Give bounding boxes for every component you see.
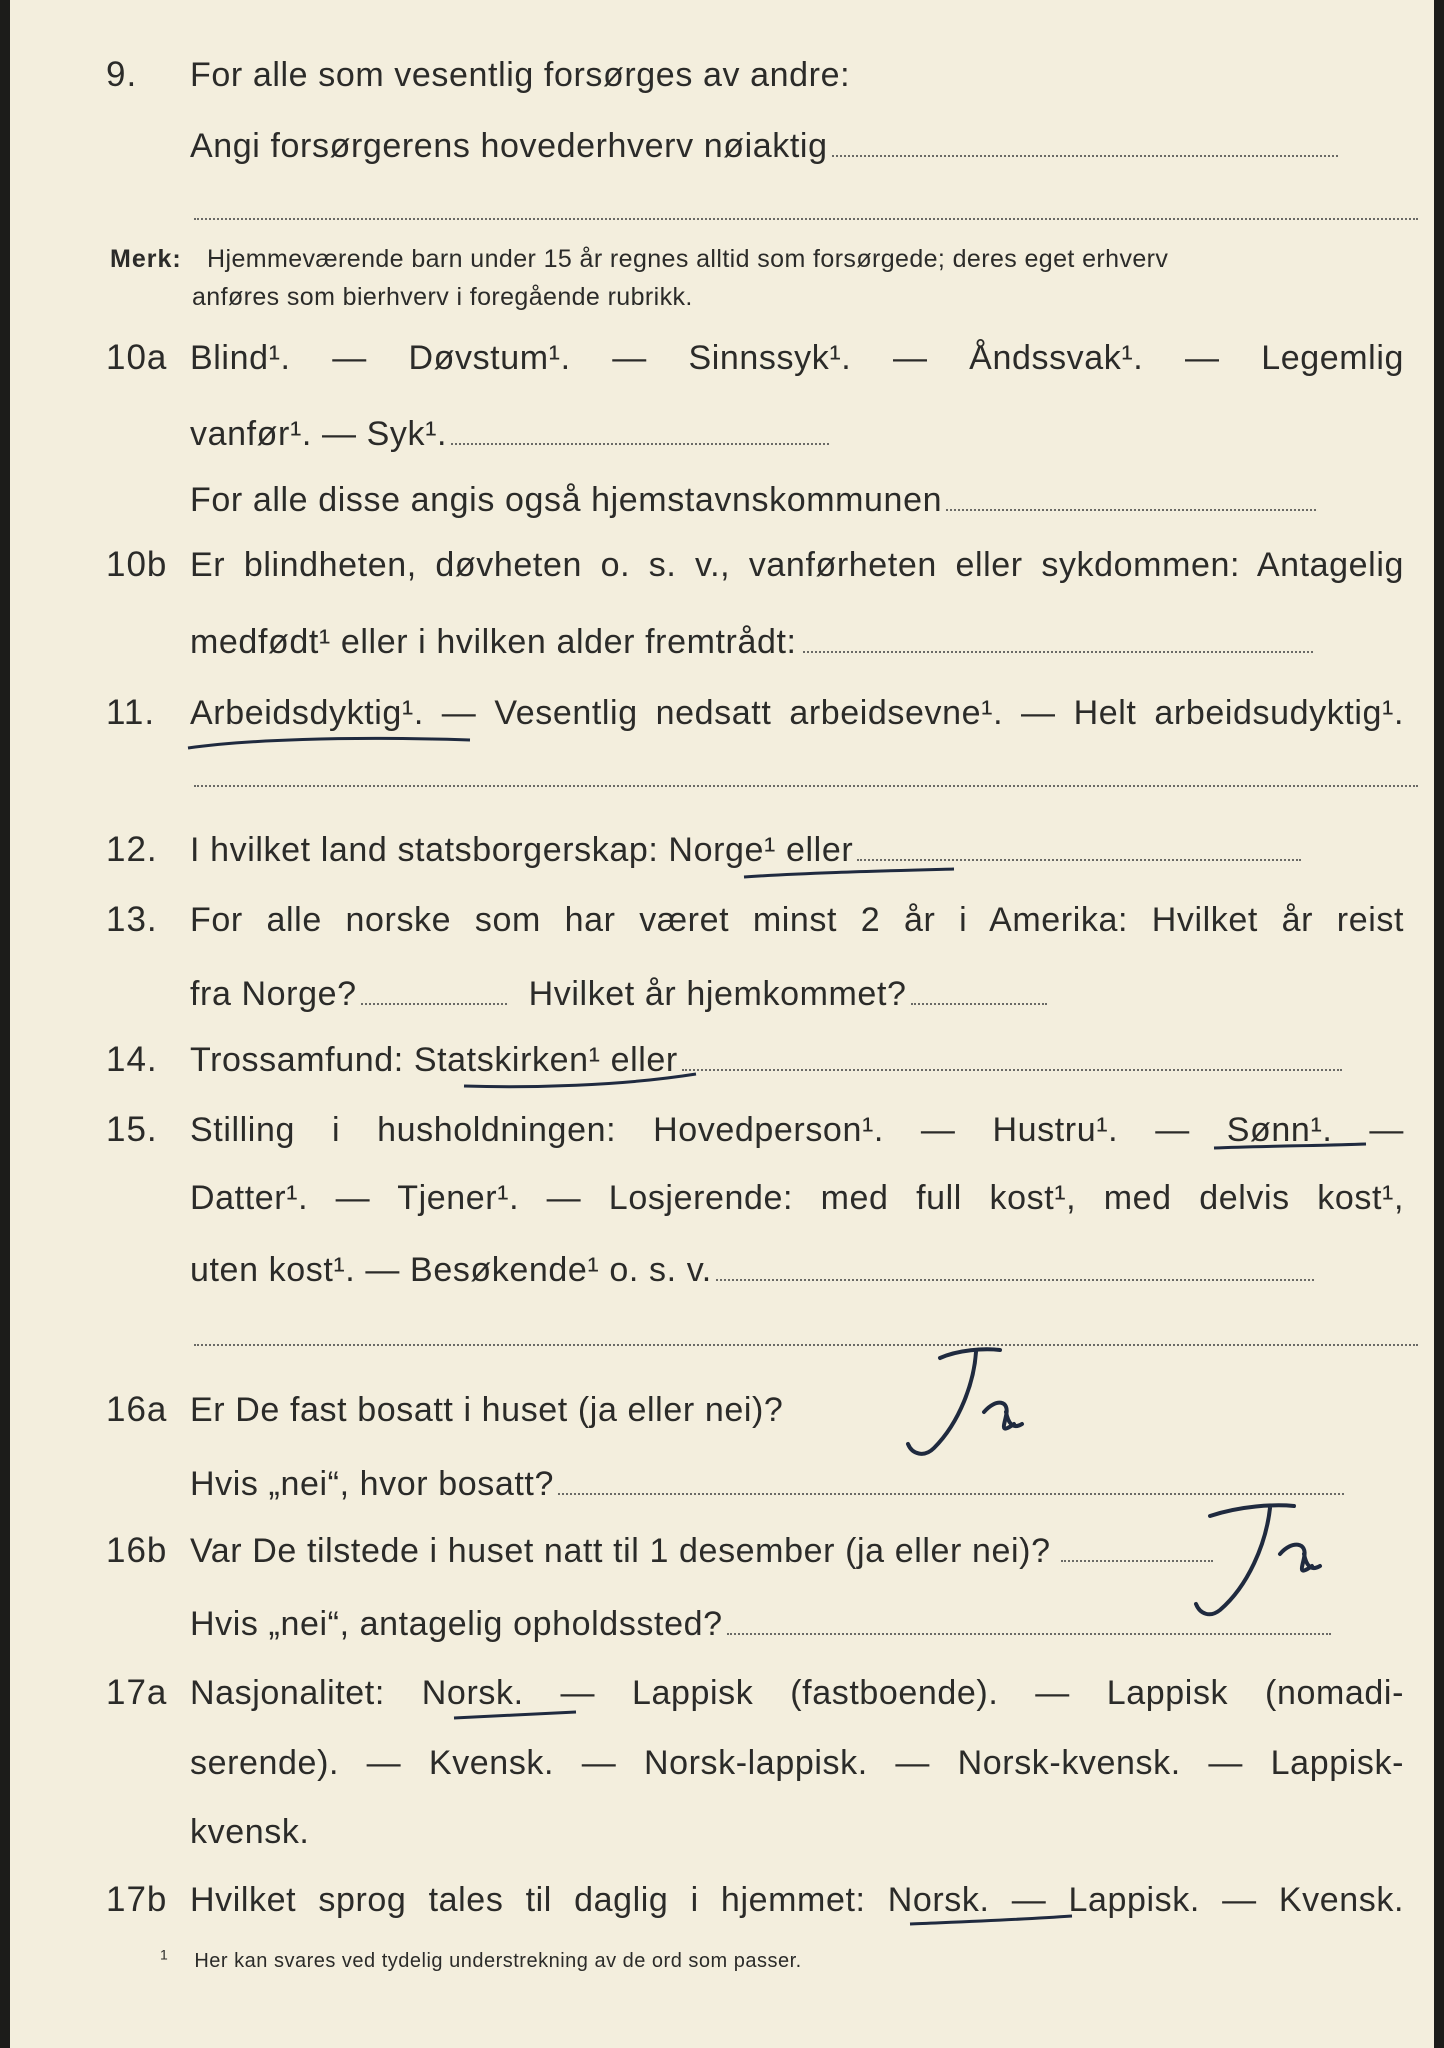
census-form-page	[10, 0, 1434, 2048]
q10a-row-1	[10, 328, 1434, 388]
q14-line-1: Trossamfund: Statskirken¹ eller	[190, 1030, 1434, 1090]
q10b-answer-field[interactable]	[803, 623, 1313, 653]
q10a-answer-field[interactable]	[451, 415, 829, 445]
q11-line-1: Arbeidsdyktig¹. — Vesentlig nedsatt arbeidsevne¹. — Helt arbeidsudyktig¹.	[190, 694, 1404, 732]
q14-row	[10, 1030, 1434, 1090]
q9-number: 9.	[106, 55, 138, 94]
q11-answer-line[interactable]	[194, 785, 1418, 787]
q9-answer-line[interactable]	[194, 218, 1418, 220]
q10a-line-1: Blind¹. — Døvstum¹. — Sinnssyk¹. — Åndssvak¹. — Legemlig	[190, 339, 1404, 377]
q12-handwritten-underline	[740, 855, 960, 885]
q17b-line-1: Hvilket sprog tales til daglig i hjemmet: Norsk. — Lappisk. — Kvensk.	[190, 1881, 1404, 1919]
q16a-row-1	[10, 1380, 1434, 1440]
q14-number: 14.	[106, 1040, 158, 1079]
q16a-handwritten-answer	[888, 1342, 1038, 1472]
q9-line-2: Angi forsørgerens hovederhverv nøiaktig	[190, 116, 1434, 176]
q15-number: 15.	[106, 1110, 158, 1149]
q10b-row-1	[10, 535, 1434, 595]
q16b-line-1: Var De tilstede i huset natt til 1 desember (ja eller nei)?	[190, 1521, 1434, 1581]
q17a-line-2: serende). — Kvensk. — Norsk-lappisk. — Norsk-kvensk. — Lappisk-	[190, 1744, 1404, 1782]
q16b-answer-text: Ja	[1170, 1492, 1172, 1493]
merk-line-2: anføres som bierhverv i foregående rubrikk.	[192, 283, 693, 311]
q13-line-1: For alle norske som har været minst 2 år i Amerika: Hvilket år reist	[190, 901, 1404, 939]
q10b-line-2: medfødt¹ eller i hvilken alder fremtrådt:	[190, 612, 1434, 672]
q16a-answer-field[interactable]	[558, 1465, 1344, 1495]
q10a-number: 10a	[106, 338, 168, 377]
q10a-hometown-field[interactable]	[946, 481, 1316, 511]
q16b-place-field[interactable]	[727, 1605, 1331, 1635]
q16b-line-2: Hvis „nei“, antagelig opholdssted?	[190, 1594, 1434, 1654]
q15-row-3	[10, 1240, 1434, 1300]
q9-row-1	[10, 45, 1434, 105]
merk-note	[110, 240, 1168, 316]
q9-line-1: For alle som vesentlig forsørges av andre:	[190, 56, 851, 94]
q10b-row-2	[10, 612, 1434, 672]
q17b-row	[10, 1870, 1434, 1930]
q17a-row-3	[10, 1802, 1434, 1862]
merk-line-1: Hjemmeværende barn under 15 år regnes alltid som forsørgede; deres eget erhverv	[207, 245, 1169, 273]
q10a-row-2	[10, 404, 1434, 464]
q15-answer-line[interactable]	[194, 1344, 1418, 1346]
merk-label: Merk:	[110, 245, 182, 273]
q9-row-2	[10, 116, 1434, 176]
q16a-line-2: Hvis „nei“, hvor bosatt?	[190, 1454, 1434, 1514]
q10a-row-3	[10, 470, 1434, 530]
q17a-number: 17a	[106, 1673, 168, 1712]
q10b-number: 10b	[106, 545, 168, 584]
q16a-number: 16a	[106, 1390, 168, 1429]
q13-line-2: fra Norge? Hvilket år hjemkommet?	[190, 964, 1434, 1024]
q16a-answer-text: Ja	[888, 1342, 890, 1343]
q15-line-3: uten kost¹. — Besøkende¹ o. s. v.	[190, 1240, 1434, 1300]
q15-row-2	[10, 1168, 1434, 1228]
q17a-line-3: kvensk.	[190, 1813, 310, 1851]
q17a-row-1	[10, 1663, 1434, 1723]
q17b-number: 17b	[106, 1880, 168, 1919]
q17a-row-2	[10, 1733, 1434, 1793]
q15-handwritten-underline	[1210, 1132, 1370, 1158]
q16a-line-1: Er De fast bosatt i huset (ja eller nei)?	[190, 1391, 784, 1429]
q17b-handwritten-underline	[906, 1904, 1076, 1930]
footnote-mark: 1	[160, 1946, 169, 1963]
q14-answer-field[interactable]	[682, 1041, 1342, 1071]
q15-line-2: Datter¹. — Tjener¹. — Losjerende: med full kost¹, med delvis kost¹,	[190, 1179, 1404, 1217]
q12-row	[10, 820, 1434, 880]
q10b-line-1: Er blindheten, døvheten o. s. v., vanførheten eller sykdommen: Antagelig	[190, 546, 1404, 584]
q16b-number: 16b	[106, 1531, 168, 1570]
q15-answer-field[interactable]	[716, 1251, 1314, 1281]
q9-answer-field[interactable]	[832, 127, 1338, 157]
q13-row-2	[10, 964, 1434, 1024]
q13-row-1	[10, 890, 1434, 950]
q13-return-field[interactable]	[911, 975, 1047, 1005]
q10a-line-2: vanfør¹. — Syk¹.	[190, 404, 1434, 464]
q15-line-1: Stilling i husholdningen: Hovedperson¹. — Hustru¹. — Sønn¹. —	[190, 1111, 1404, 1149]
q11-handwritten-underline	[184, 718, 474, 754]
footnote	[160, 1946, 802, 1973]
q17a-handwritten-underline	[450, 1700, 580, 1724]
q10a-line-3: For alle disse angis også hjemstavnskommunen	[190, 470, 1434, 530]
q12-number: 12.	[106, 830, 158, 869]
q13-number: 13.	[106, 900, 158, 939]
q11-number: 11.	[106, 693, 156, 732]
q13-departure-field[interactable]	[361, 975, 507, 1005]
q17a-line-1: Nasjonalitet: Norsk. — Lappisk (fastboende). — Lappisk (nomadi-	[190, 1674, 1404, 1712]
footnote-text: Her kan svares ved tydelig understrekning av de ord som passer.	[194, 1950, 802, 1972]
q12-line-1: I hvilket land statsborgerskap: Norge¹ eller	[190, 820, 1434, 880]
q16b-row-2	[10, 1594, 1434, 1654]
q14-handwritten-underline	[460, 1066, 700, 1092]
